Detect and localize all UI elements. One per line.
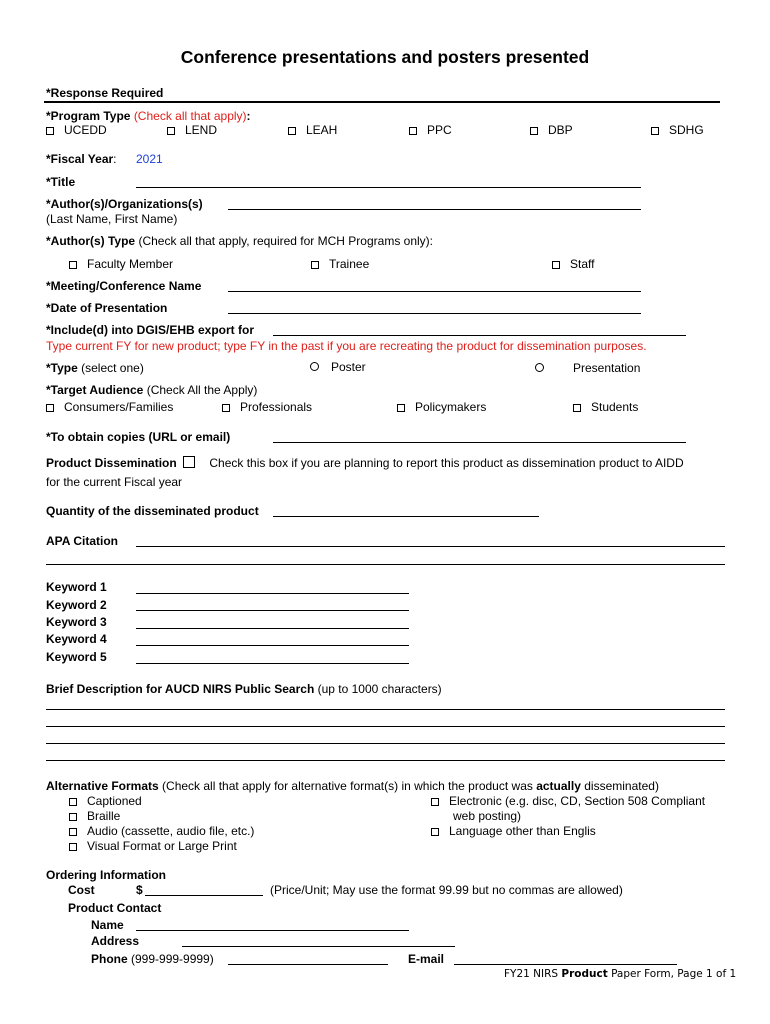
checkbox-icon[interactable] xyxy=(651,127,659,135)
option-label: Braille xyxy=(87,809,121,823)
author-type-hint: (Check all that apply, required for MCH Programs only): xyxy=(135,234,433,248)
contact-phone-row xyxy=(91,952,214,966)
authors-label: *Author(s)/Organizations(s) xyxy=(46,197,203,211)
keyword-4-label: Keyword 4 xyxy=(46,632,107,646)
author-type-row xyxy=(46,234,433,248)
dissemination-text: Check this box if you are planning to report this product as dissemination product to AIDD xyxy=(209,456,684,470)
alt-format-electronic-cont: web posting) xyxy=(453,809,522,823)
ordering-label: Ordering Information xyxy=(46,868,166,882)
alt-formats-row xyxy=(46,779,659,793)
checkbox-icon[interactable] xyxy=(311,261,319,269)
checkbox-icon[interactable] xyxy=(573,404,581,412)
target-audience-hint: (Check All the Apply) xyxy=(143,383,258,397)
option-label: SDHG xyxy=(669,123,704,137)
included-input-line[interactable] xyxy=(273,335,686,336)
dissemination-checkbox-icon[interactable] xyxy=(183,456,195,468)
dissemination-label: Product Dissemination xyxy=(46,456,177,470)
alt-formats-hint-post: disseminated) xyxy=(580,779,659,793)
option-label: Language other than Englis xyxy=(449,824,596,838)
footer-bold: Product xyxy=(561,968,608,980)
checkbox-icon[interactable] xyxy=(431,798,439,806)
brief-description-hint: (up to 1000 characters) xyxy=(314,682,442,696)
checkbox-icon[interactable] xyxy=(552,261,560,269)
page-title: Conference presentations and posters presented xyxy=(180,47,590,67)
included-label: *Include(d) into DGIS/EHB export for xyxy=(46,323,255,337)
program-option-dbp[interactable] xyxy=(530,123,573,137)
checkbox-icon[interactable] xyxy=(167,127,175,135)
cost-hint: (Price/Unit; May use the format 99.99 but no commas are allowed) xyxy=(270,883,623,897)
contact-name-label: Name xyxy=(91,918,124,932)
alt-formats-hint-bold: actually xyxy=(536,779,581,793)
option-label: Trainee xyxy=(329,257,370,271)
audience-option-students[interactable] xyxy=(573,400,638,414)
checkbox-icon[interactable] xyxy=(46,404,54,412)
keyword-3-input-line[interactable] xyxy=(136,628,409,629)
checkbox-icon[interactable] xyxy=(397,404,405,412)
copies-label: *To obtain copies (URL or email) xyxy=(46,430,231,444)
checkbox-icon[interactable] xyxy=(431,828,439,836)
option-label: Faculty Member xyxy=(87,257,174,271)
contact-phone-hint: (999-999-9999) xyxy=(127,952,214,966)
author-type-faculty[interactable] xyxy=(69,257,173,271)
cost-input-line[interactable] xyxy=(145,895,263,896)
checkbox-icon[interactable] xyxy=(409,127,417,135)
type-row xyxy=(46,361,144,375)
keyword-4-input-line[interactable] xyxy=(136,645,409,646)
product-contact-label: Product Contact xyxy=(68,901,162,915)
alt-format-captioned[interactable] xyxy=(69,794,142,808)
page-footer xyxy=(504,968,736,980)
type-hint: (select one) xyxy=(77,361,144,375)
brief-input-line-3[interactable] xyxy=(46,743,725,744)
radio-icon[interactable] xyxy=(535,363,544,372)
author-type-label: *Author(s) Type xyxy=(46,234,136,248)
option-label: LEAH xyxy=(306,123,338,137)
checkbox-icon[interactable] xyxy=(69,798,77,806)
option-label: Consumers/Families xyxy=(64,400,174,414)
radio-icon[interactable] xyxy=(310,362,319,371)
alt-format-language[interactable] xyxy=(431,824,596,838)
alt-formats-label: Alternative Formats xyxy=(46,779,159,793)
option-label: Audio (cassette, audio file, etc.) xyxy=(87,824,255,838)
apa-input-line-2[interactable] xyxy=(46,564,725,565)
cost-label: Cost xyxy=(68,883,95,897)
keyword-2-input-line[interactable] xyxy=(136,610,409,611)
keyword-1-label: Keyword 1 xyxy=(46,580,107,594)
option-label: Professionals xyxy=(240,400,313,414)
program-option-ucedd[interactable] xyxy=(46,123,107,137)
fiscal-year-colon: : xyxy=(113,152,117,166)
keyword-1-input-line[interactable] xyxy=(136,593,409,594)
checkbox-icon[interactable] xyxy=(530,127,538,135)
checkbox-icon[interactable] xyxy=(46,127,54,135)
type-label: *Type xyxy=(46,361,78,375)
apa-input-line-1[interactable] xyxy=(136,546,725,547)
meeting-name-input-line[interactable] xyxy=(228,291,641,292)
brief-description-label: Brief Description for AUCD NIRS Public Search xyxy=(46,682,315,696)
option-label: Policymakers xyxy=(415,400,487,414)
cost-dollar: $ xyxy=(136,883,143,897)
contact-phone-input-line[interactable] xyxy=(228,964,388,965)
option-label: Students xyxy=(591,400,639,414)
checkbox-icon[interactable] xyxy=(69,261,77,269)
audience-option-consumers[interactable] xyxy=(46,400,173,414)
program-option-ppc[interactable] xyxy=(409,123,452,137)
dissemination-row xyxy=(46,456,684,470)
option-label: PPC xyxy=(427,123,452,137)
option-label: Poster xyxy=(331,360,366,374)
contact-address-input-line[interactable] xyxy=(182,946,455,947)
header-rule xyxy=(44,101,720,103)
option-label: Presentation xyxy=(573,361,641,375)
option-label: LEND xyxy=(185,123,218,137)
brief-input-line-4[interactable] xyxy=(46,760,725,761)
author-type-trainee[interactable] xyxy=(311,257,369,271)
option-label: UCEDD xyxy=(64,123,107,137)
authors-input-line[interactable] xyxy=(228,209,641,210)
contact-address-label: Address xyxy=(91,934,140,948)
option-label: Visual Format or Large Print xyxy=(87,839,237,853)
contact-phone-label: Phone xyxy=(91,952,128,966)
fiscal-year-label: *Fiscal Year xyxy=(46,152,114,166)
program-type-label: *Program Type xyxy=(46,109,131,123)
title-label: *Title xyxy=(46,175,76,189)
program-option-leah[interactable] xyxy=(288,123,337,137)
alt-format-braille[interactable] xyxy=(69,809,120,823)
quantity-input-line[interactable] xyxy=(273,516,539,517)
alt-format-visual[interactable] xyxy=(69,839,237,853)
contact-name-input-line[interactable] xyxy=(136,930,409,931)
checkbox-icon[interactable] xyxy=(69,813,77,821)
contact-email-label: E-mail xyxy=(408,952,445,966)
included-note: Type current FY for new product; type FY in the past if you are recreating the product for dissemination purposes. xyxy=(46,339,647,353)
footer-text-post: Paper Form, Page 1 of 1 xyxy=(607,968,737,980)
keyword-5-input-line[interactable] xyxy=(136,663,409,664)
title-input-line[interactable] xyxy=(136,187,641,188)
checkbox-icon[interactable] xyxy=(69,843,77,851)
keyword-3-label: Keyword 3 xyxy=(46,615,107,629)
audience-option-professionals[interactable] xyxy=(222,400,312,414)
contact-email-input-line[interactable] xyxy=(454,964,677,965)
type-option-poster[interactable] xyxy=(310,360,366,374)
program-type-row xyxy=(46,109,251,123)
alt-format-audio[interactable] xyxy=(69,824,254,838)
keyword-5-label: Keyword 5 xyxy=(46,650,107,664)
fiscal-year-value[interactable]: 2021 xyxy=(136,152,163,166)
brief-input-line-1[interactable] xyxy=(46,709,725,710)
brief-input-line-2[interactable] xyxy=(46,726,725,727)
response-required-label: *Response Required xyxy=(46,86,164,100)
program-option-lend[interactable] xyxy=(167,123,217,137)
dissemination-text2: for the current Fiscal year xyxy=(46,475,183,489)
type-option-presentation[interactable] xyxy=(535,361,640,375)
date-presentation-input-line[interactable] xyxy=(228,313,641,314)
program-option-sdhg[interactable] xyxy=(651,123,704,137)
option-label: Captioned xyxy=(87,794,142,808)
keyword-2-label: Keyword 2 xyxy=(46,598,107,612)
option-label: DBP xyxy=(548,123,573,137)
alt-format-electronic[interactable] xyxy=(431,794,705,808)
authors-sublabel: (Last Name, First Name) xyxy=(46,212,178,226)
quantity-label: Quantity of the disseminated product xyxy=(46,504,259,518)
option-label: Electronic (e.g. disc, CD, Section 508 Compliant xyxy=(449,794,706,808)
checkbox-icon[interactable] xyxy=(69,828,77,836)
author-type-staff[interactable] xyxy=(552,257,594,271)
checkbox-icon[interactable] xyxy=(288,127,296,135)
date-presentation-label: *Date of Presentation xyxy=(46,301,168,315)
option-label: Staff xyxy=(570,257,595,271)
meeting-name-label: *Meeting/Conference Name xyxy=(46,279,202,293)
target-audience-label: *Target Audience xyxy=(46,383,144,397)
fiscal-year-row xyxy=(46,152,117,166)
brief-description-row xyxy=(46,682,442,696)
footer-text: FY21 NIRS xyxy=(504,968,562,980)
copies-input-line[interactable] xyxy=(273,442,686,443)
checkbox-icon[interactable] xyxy=(222,404,230,412)
apa-label: APA Citation xyxy=(46,534,118,548)
audience-option-policymakers[interactable] xyxy=(397,400,486,414)
program-type-colon: : xyxy=(246,109,251,123)
program-type-hint: (Check all that apply) xyxy=(133,109,247,123)
target-audience-row xyxy=(46,383,257,397)
alt-formats-hint-pre: (Check all that apply for alternative format(s) in which the product was xyxy=(158,779,537,793)
